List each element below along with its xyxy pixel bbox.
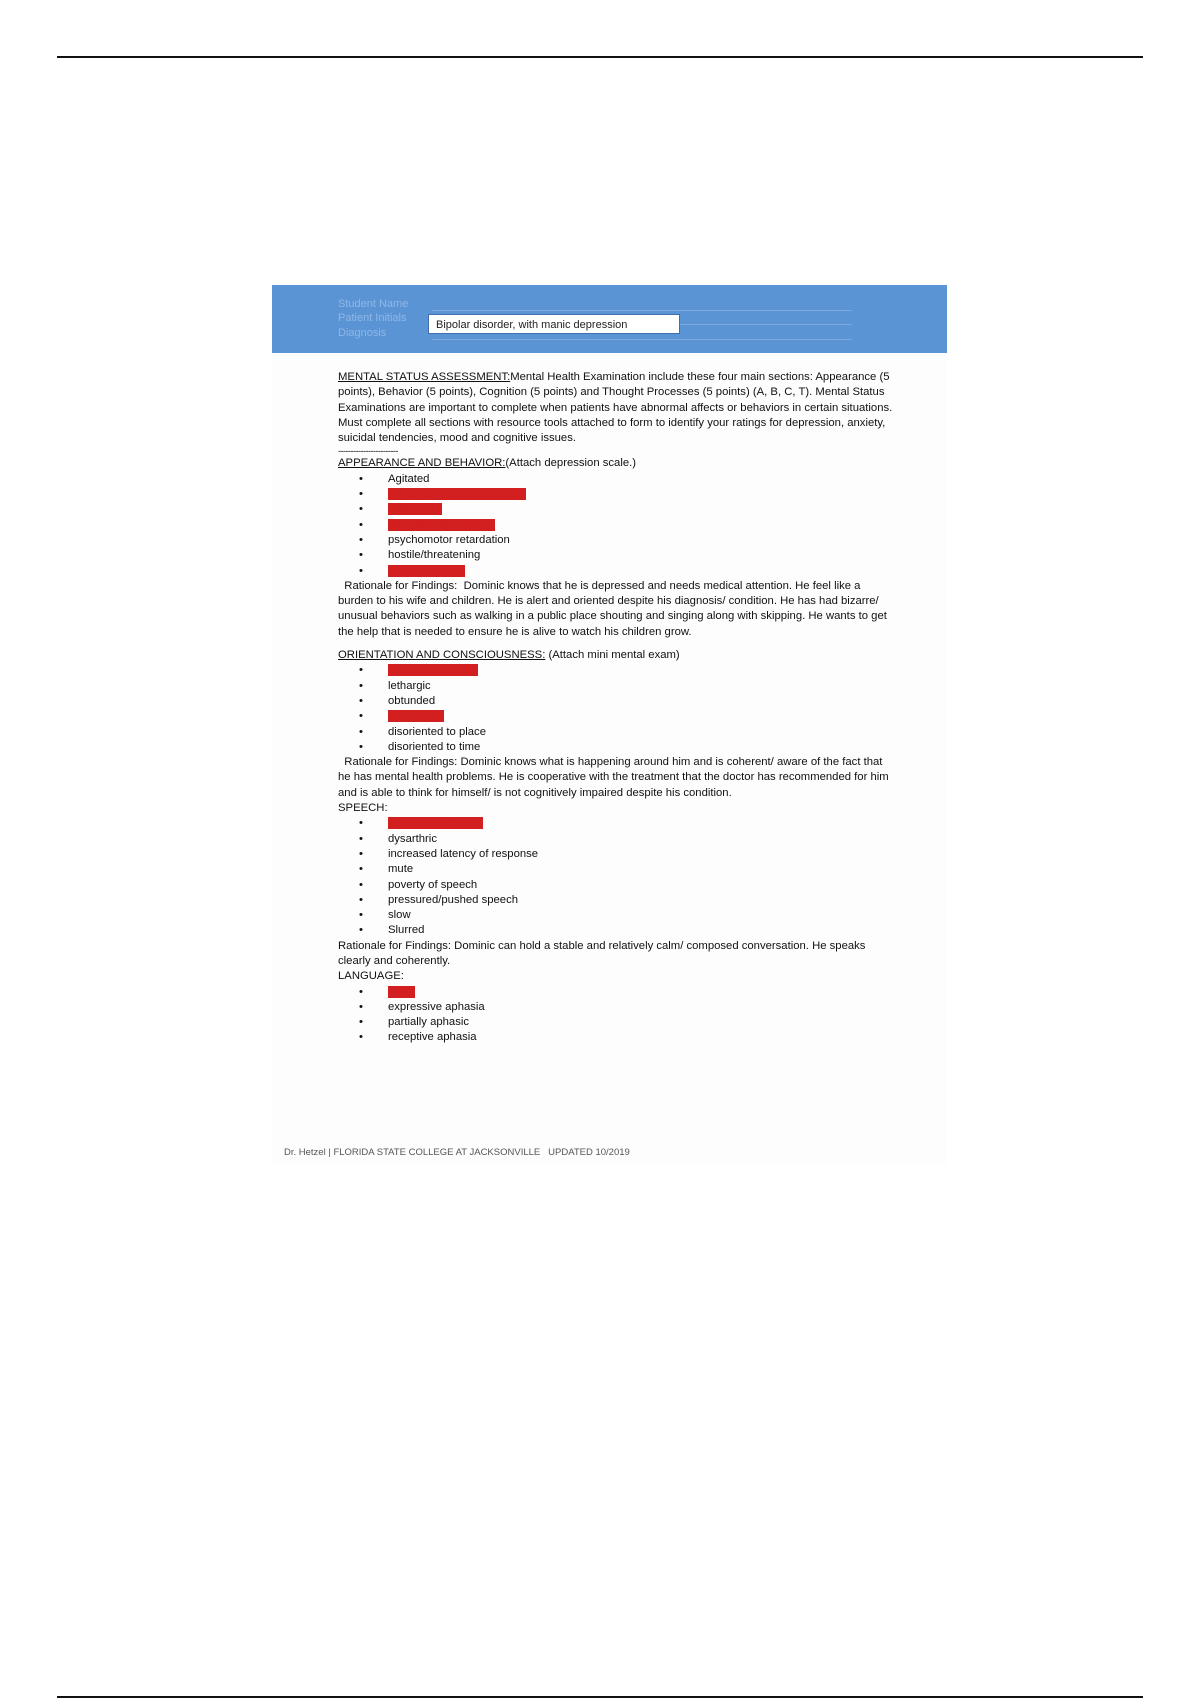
orientation-rationale: Rationale for Findings: Dominic knows what is happening around him and is coherent/ aware of the fact that he has mental health problems. He is cooperative with the treatment that the doctor has recommended for him and is able to think for himself/ is not cognitively impaired despite his condition. xyxy=(338,756,892,799)
item-label: dysarthric xyxy=(388,832,437,845)
speech-heading: SPEECH: xyxy=(338,802,388,815)
item-label: Slurred xyxy=(388,924,425,937)
item-label: receptive aphasia xyxy=(388,1031,477,1044)
patient-initials-label: Patient Initials xyxy=(338,312,407,324)
list-item xyxy=(338,709,898,724)
highlighted-item-label: grooming appropriate xyxy=(388,518,496,531)
document-page xyxy=(272,285,947,1165)
list-item xyxy=(338,908,898,923)
list-item xyxy=(338,533,898,548)
item-label: increased latency of response xyxy=(388,847,539,860)
list-item xyxy=(338,985,898,1000)
highlighted-item-label: oriented x3 xyxy=(388,710,444,723)
item-label: lethargic xyxy=(388,679,431,692)
highlighted-item-label: cooperative and responsive xyxy=(388,488,527,501)
list-item xyxy=(338,816,898,831)
highlighted-item-label: alert and attentive xyxy=(388,664,478,677)
list-item xyxy=(338,472,898,487)
item-label: mute xyxy=(388,863,414,876)
list-item xyxy=(338,694,898,709)
item-label: Agitated xyxy=(388,472,430,485)
list-item xyxy=(338,548,898,563)
list-item xyxy=(338,893,898,908)
item-label: poverty of speech xyxy=(388,878,478,891)
item-label: pressured/pushed speech xyxy=(388,893,519,906)
appearance-note: (Attach depression scale.) xyxy=(505,457,637,470)
list-item xyxy=(338,923,898,938)
orientation-heading-line xyxy=(338,648,898,663)
item-label: partially aphasic xyxy=(388,1016,470,1029)
item-label: disoriented to place xyxy=(388,725,486,738)
list-item xyxy=(338,487,898,502)
language-list xyxy=(338,985,898,1046)
appearance-rationale: Rationale for Findings: Dominic knows that he is depressed and needs medical attention. He feel like a burden to his wife and children. He is alert and oriented despite his diagnosis/ condition. He has had bizarre/ unusual behaviors such as walking in a public place shouting and singing along with skipping. He wants to get the help that is needed to ensure he is alive to watch his children grow. xyxy=(338,579,891,638)
item-label: hostile/threatening xyxy=(388,549,481,562)
highlighted-item-label: disheveled xyxy=(388,503,443,516)
item-label: slow xyxy=(388,909,411,922)
intro-text: Mental Health Examination include these four main sections: Appearance (5 points), Behavior (5 points), Cognition (5 points) and Thought Processes (5 points) (A, B, C, T). Mental Status Examinations are important to complete when patients have abnormal affects or behaviors in certain situations. Must complete all sections with resource tools attached to form to identify your ratings for depression, anxiety, suicidal tendencies, mood and cognitive issues. xyxy=(338,371,893,445)
list-item xyxy=(338,1000,898,1015)
page-footer: Dr. Hetzel | FLORIDA STATE COLLEGE AT JACKSONVILLE UPDATED 10/2019 xyxy=(284,1147,630,1158)
highlighted-item-label: intact xyxy=(388,985,416,998)
assessment-content xyxy=(338,370,898,1046)
list-item xyxy=(338,740,898,755)
speech-rationale: Rationale for Findings: Dominic can hold a stable and relatively calm/ composed conversation. He speaks clearly and coherently. xyxy=(338,939,866,967)
student-name-label: Student Name xyxy=(338,298,409,310)
orientation-note: (Attach mini mental exam) xyxy=(545,649,680,662)
list-item xyxy=(338,564,898,579)
language-heading: LANGUAGE: xyxy=(338,970,404,983)
header-form-banner xyxy=(272,285,947,353)
student-name-line xyxy=(432,310,852,311)
top-rule xyxy=(57,56,1143,58)
highlighted-item-label: normal rate/rhythm xyxy=(388,817,483,830)
speech-list xyxy=(338,816,898,938)
orientation-list xyxy=(338,663,898,755)
list-item xyxy=(338,847,898,862)
list-item xyxy=(338,663,898,678)
intro-heading: MENTAL STATUS ASSESSMENT: xyxy=(338,371,511,383)
diagnosis-line xyxy=(432,339,852,340)
list-item xyxy=(338,1015,898,1030)
list-item xyxy=(338,679,898,694)
list-item xyxy=(338,502,898,517)
list-item xyxy=(338,862,898,877)
item-label: obtunded xyxy=(388,694,436,707)
appearance-list xyxy=(338,472,898,579)
list-item xyxy=(338,832,898,847)
list-item xyxy=(338,518,898,533)
appearance-heading-line xyxy=(338,456,898,471)
item-label: disoriented to time xyxy=(388,740,481,753)
list-item xyxy=(338,1030,898,1045)
diagnosis-label: Diagnosis xyxy=(338,327,387,339)
orientation-heading: ORIENTATION AND CONSCIOUSNESS: xyxy=(338,649,546,662)
list-item xyxy=(338,725,898,740)
list-item xyxy=(338,878,898,893)
bottom-rule xyxy=(57,1696,1143,1698)
item-label: expressive aphasia xyxy=(388,1000,485,1013)
diagnosis-field[interactable]: Bipolar disorder, with manic depression xyxy=(428,314,680,334)
intro-paragraph xyxy=(338,370,898,446)
separator: ------------------------ xyxy=(338,446,398,457)
highlighted-item-label: unusual/bizarre xyxy=(388,564,466,577)
appearance-heading: APPEARANCE AND BEHAVIOR: xyxy=(338,457,506,470)
item-label: psychomotor retardation xyxy=(388,533,510,546)
